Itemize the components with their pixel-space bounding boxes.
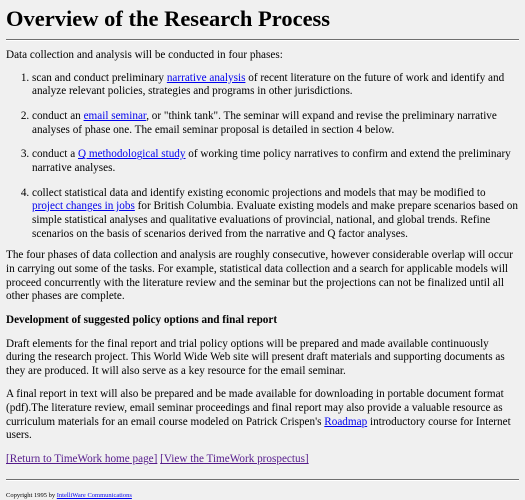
phase-4-text-before: collect statistical data and identify existing economic projections and models that may be modified to <box>32 186 486 199</box>
section-heading: Development of suggested policy options and final report <box>6 313 278 326</box>
narrative-analysis-link[interactable]: narrative analysis <box>166 71 246 84</box>
phase-item-4 <box>32 187 519 242</box>
footer-divider <box>6 479 519 481</box>
phase-4-text-after: for British Columbia. Evaluate existing models and make prepare scenarios based on simple statistical analyses and qualitative evaluations of provincial, national, and global trends. Refine scenarios on the basis of scenarios derived from the narrative and Q factor analyses. <box>32 200 518 240</box>
phase-1-text-after: of recent literature on the future of work and identify and analyze relevant policies, strategies and programs in other jurisdictions. <box>32 71 505 98</box>
view-prospectus-link[interactable]: [View the TimeWork prospectus] <box>160 453 309 466</box>
drafts-paragraph: Draft elements for the final report and trial policy options will be prepared and made available continuously during the research project. This World Wide Web site will present draft materials and supporting documents as they are produced. It will also serve as a key resource for the email seminar. <box>6 337 505 377</box>
nav-links <box>6 453 519 467</box>
page-title: Overview of the Research Process <box>6 6 331 31</box>
phase-2-text-after: , or "think tank". The seminar will expand and revise the preliminary narrative analyses of phase one. The email seminar proposal is detailed in section 4 below. <box>32 109 497 136</box>
copyright-text: Copyright 1995 by <box>6 491 57 499</box>
copyright-notice <box>6 492 519 500</box>
final-report-text-after: introductory course for Internet users. <box>6 415 511 442</box>
roadmap-link[interactable]: Roadmap <box>324 415 368 428</box>
phase-item-2 <box>32 110 519 137</box>
project-changes-in-jobs-link[interactable]: project changes in jobs <box>32 200 135 213</box>
final-report-paragraph <box>6 388 519 443</box>
overlap-paragraph: The four phases of data collection and analysis are roughly consecutive, however considerable overlap will occur in carrying out some of the tasks. For example, statistical data collection and a search for applicable models will proceed concurrently with the literature review and the seminar but the projections can not be finalized until all other phases are complete. <box>6 249 513 303</box>
q-methodological-study-link[interactable]: Q methodological study <box>77 148 186 161</box>
phase-item-1 <box>32 72 519 99</box>
final-report-text-before: A final report in text will also be prepared and be made available for downloading in portable document format (pdf).The literature review, email seminar proceedings and final report may also provide a valuable resource as curriculum materials for an email course modeled on Patrick Crispen's <box>6 388 504 428</box>
phase-item-3 <box>32 148 519 175</box>
intro-paragraph: Data collection and analysis will be conducted in four phases: <box>6 49 283 61</box>
document-page <box>0 5 525 499</box>
email-seminar-link[interactable]: email seminar <box>83 109 147 122</box>
title-divider <box>6 39 519 41</box>
phase-2-text-before: conduct an <box>32 109 84 122</box>
phase-list <box>6 72 519 242</box>
return-home-link[interactable]: [Return to TimeWork home page] <box>6 453 158 466</box>
intelliware-link[interactable]: IntelliWare Communications <box>56 491 132 499</box>
phase-3-text-after: of working time policy narratives to confirm and extend the preliminary narrative analyses. <box>32 148 511 174</box>
phase-1-text-before: scan and conduct preliminary <box>32 71 167 84</box>
phase-3-text-before: conduct a <box>32 148 78 161</box>
